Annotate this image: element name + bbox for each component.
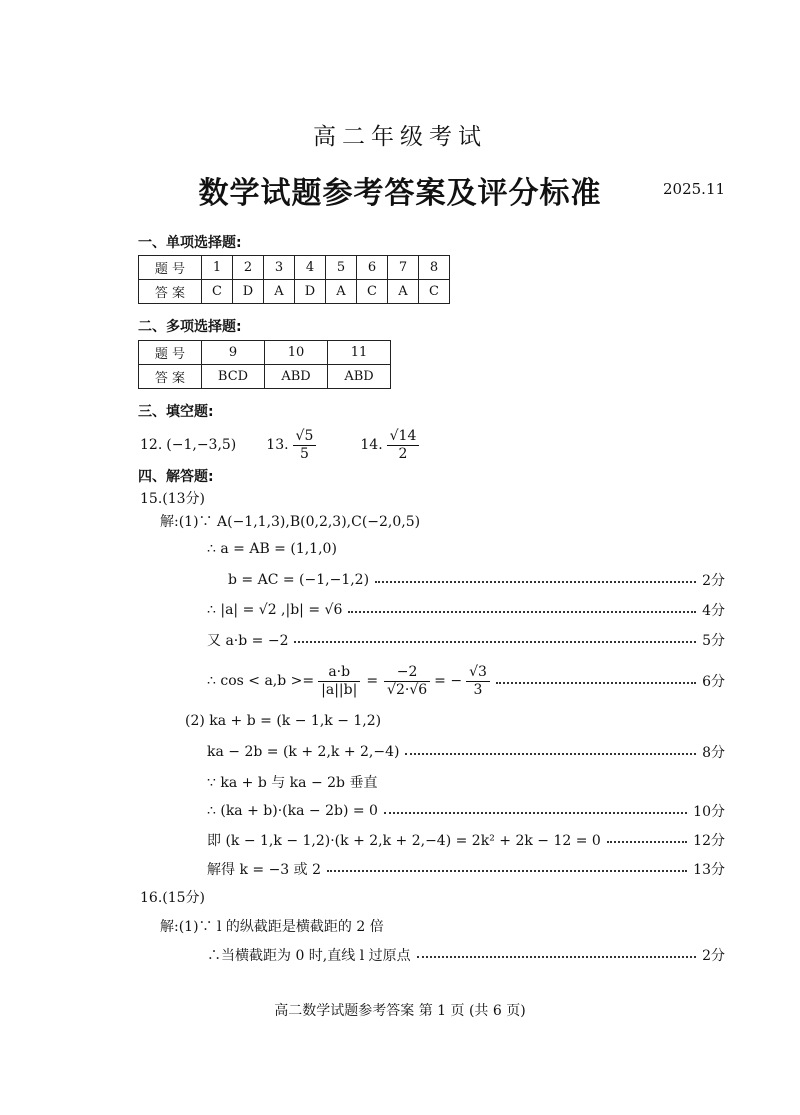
fraction-numerator: √3: [466, 664, 490, 681]
leader-dots: [384, 812, 687, 814]
page-footer: 高二数学试题参考答案 第 1 页 (共 6 页): [274, 1003, 526, 1019]
fraction-numerator: a·b: [318, 664, 360, 681]
answer-cell: ABD: [265, 365, 328, 389]
leader-dots: [496, 682, 696, 684]
fraction-denominator: √2·√6: [387, 681, 428, 698]
q15-part2-line-4: [207, 801, 725, 821]
score-label: 8分: [702, 745, 725, 761]
q16-line-2-text: ∴当横截距为 0 时,直线 l 过原点: [207, 948, 411, 964]
answer-cell: BCD: [202, 365, 265, 389]
q15-part2-line-4-text: ∴ (ka + b)·(ka − 2b) = 0: [207, 803, 378, 819]
q15-part2-line-3: ∵ ka + b 与 ka − 2b 垂直: [207, 775, 378, 791]
cos-fraction-1: [318, 664, 360, 697]
question-number: 9: [202, 341, 265, 365]
q13-denominator: 5: [300, 445, 309, 462]
q14-denominator: 2: [398, 445, 408, 462]
score-label: 5分: [702, 633, 725, 649]
fill-in-answers: [140, 427, 419, 463]
q12-label: 12.: [140, 437, 163, 453]
q15-part2-line-6: [207, 859, 725, 879]
q13-numerator: √5: [293, 428, 317, 445]
answer-cell: C: [419, 280, 450, 304]
score-label: 6分: [702, 674, 725, 690]
q15-line-1: 解:(1)∵ A(−1,1,3),B(0,2,3),C(−2,0,5): [160, 514, 421, 530]
leader-dots: [607, 841, 687, 843]
answer-cell: A: [388, 280, 419, 304]
multiple-choice-table: [138, 340, 391, 389]
q13-label: 13.: [266, 437, 289, 453]
score-label: 12分: [693, 833, 725, 849]
q14-label: 14.: [360, 437, 383, 453]
q15-part2-line-5-text: 即 (k − 1,k − 1,2)·(k + 2,k + 2,−4) = 2k² + 2k − 12 = 0: [207, 833, 601, 849]
single-choice-table: [138, 255, 450, 304]
leader-dots: [405, 753, 696, 755]
question-number: 10: [265, 341, 328, 365]
q15-line-6-prefix: ∴ cos < a,b >=: [207, 673, 315, 689]
score-label: 4分: [702, 603, 725, 619]
leader-dots: [294, 641, 696, 643]
q12-answer: (−1,−3,5): [166, 437, 237, 453]
q16-line-1: 解:(1)∵ l 的纵截距是横截距的 2 倍: [160, 919, 384, 935]
answer-cell: D: [233, 280, 264, 304]
answer-cell: A: [326, 280, 357, 304]
cos-fraction-2: [384, 664, 430, 697]
q15-line-4: [207, 600, 725, 620]
document-title: 数学试题参考答案及评分标准: [198, 176, 602, 211]
question-number: 8: [419, 256, 450, 280]
table-row-label: 题 号: [139, 341, 202, 365]
q15-part2-line-1: (2) ka + b = (k − 1,k − 1,2): [185, 713, 382, 729]
exam-grade-title: 高二年级考试: [313, 124, 487, 150]
q14-fraction: [387, 428, 420, 461]
table-row: [139, 280, 450, 304]
question-number: 4: [295, 256, 326, 280]
score-label: 2分: [702, 573, 725, 589]
table-row: [139, 341, 391, 365]
equals-minus-sign: = −: [434, 673, 463, 689]
answer-cell: D: [295, 280, 326, 304]
q15-line-3-text: b = AC = (−1,−1,2): [228, 572, 370, 588]
equals-sign: =: [366, 673, 379, 689]
q14-numerator: √14: [387, 428, 420, 445]
q15-part2-line-5: [207, 830, 725, 850]
q15-line-6: [207, 660, 725, 702]
question-number: 11: [328, 341, 391, 365]
q15-line-3: [228, 570, 725, 590]
leader-dots: [375, 581, 696, 583]
leader-dots: [348, 611, 696, 613]
table-row-label: 答 案: [139, 280, 202, 304]
q15-part2-line-2-text: ka − 2b = (k + 2,k + 2,−4): [207, 744, 400, 760]
q15-part2-line-2: [207, 742, 725, 762]
table-row-label: 答 案: [139, 365, 202, 389]
question-number: 2: [233, 256, 264, 280]
q16-title: 16.(15分): [140, 890, 206, 906]
q13-fraction: [293, 428, 317, 461]
answer-cell: C: [202, 280, 233, 304]
answer-cell: ABD: [328, 365, 391, 389]
section-1-heading: 一、单项选择题:: [138, 235, 242, 251]
q15-line-4-text: ∴ |a| = √2 ,|b| = √6: [207, 602, 343, 618]
section-3-heading: 三、填空题:: [138, 404, 214, 420]
question-number: 6: [357, 256, 388, 280]
leader-dots: [417, 956, 696, 958]
q15-part2-line-6-text: 解得 k = −3 或 2: [207, 862, 322, 878]
section-4-heading: 四、解答题:: [138, 469, 214, 485]
score-label: 2分: [702, 948, 725, 964]
table-row: [139, 365, 391, 389]
q15-line-5: [207, 630, 725, 650]
fraction-denominator: |a||b|: [321, 681, 358, 698]
score-label: 10分: [693, 804, 725, 820]
q16-line-2: [207, 945, 725, 965]
cos-fraction-3: [466, 664, 490, 697]
q15-line-2: ∴ a = AB = (1,1,0): [207, 541, 337, 557]
table-row-label: 题 号: [139, 256, 202, 280]
fraction-numerator: −2: [384, 664, 430, 681]
score-label: 13分: [693, 862, 725, 878]
leader-dots: [327, 870, 687, 872]
question-number: 7: [388, 256, 419, 280]
question-number: 5: [326, 256, 357, 280]
q15-line-5-text: 又 a·b = −2: [207, 633, 289, 649]
question-number: 1: [202, 256, 233, 280]
q15-title: 15.(13分): [140, 491, 206, 507]
answer-cell: A: [264, 280, 295, 304]
question-number: 3: [264, 256, 295, 280]
answer-cell: C: [357, 280, 388, 304]
fraction-denominator: 3: [473, 681, 483, 698]
document-date: 2025.11: [663, 180, 726, 198]
table-row: [139, 256, 450, 280]
section-2-heading: 二、多项选择题:: [138, 319, 242, 335]
